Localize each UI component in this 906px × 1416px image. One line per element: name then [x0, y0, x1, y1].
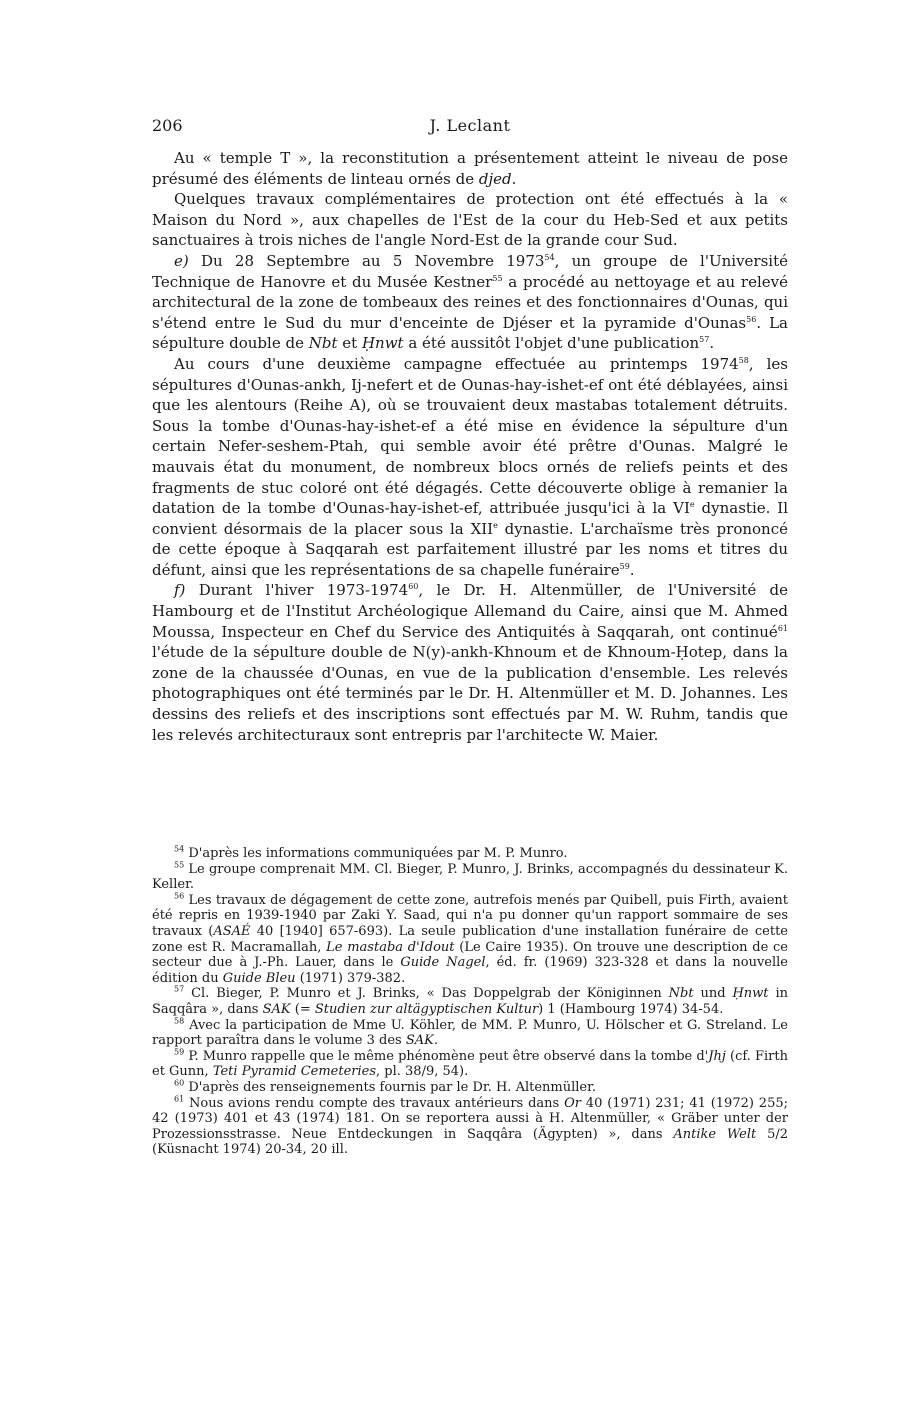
footnote-57: [152, 986, 788, 1017]
footnotes: [152, 846, 788, 1158]
footnote-number: 55: [174, 860, 185, 870]
footnote-text: , éd. fr. (1969) 323-328 et dans la nouvelle édition du: [152, 955, 788, 986]
text-run: l'étude de la sépulture double de N(y)-ankh-Khnoum et de Khnoum-Ḥotep, dans la zone de la chaussée d'Ounas, en vue de la publication d'ensemble. Les relevés photographiques ont été terminés par le Dr. H. Altenmüller et M. D. Johannes. Les dessins des reliefs et des inscriptions sont effectués par M. W. Ruhm, tandis que les relevés architecturaux sont entrepris par l'architecte W. Maier.: [152, 643, 788, 744]
footnote-59: [152, 1049, 788, 1080]
italic-term: Ḥnwt: [361, 334, 404, 353]
text-run: Du 28 Septembre au 5 Novembre 1973: [188, 251, 545, 270]
footnote-text: Cl. Bieger, P. Munro et J. Brinks, « Das Doppelgrab der Königinnen: [184, 986, 669, 1002]
text-run: a été aussitôt l'objet d'une publication: [403, 334, 700, 353]
page-header: [152, 112, 788, 140]
text-run: .: [511, 169, 517, 188]
footnote-56: [152, 893, 788, 987]
italic-title: Guide Bleu: [222, 970, 296, 986]
text-run: Durant l'hiver 1973-1974: [185, 581, 409, 600]
page: [152, 112, 788, 745]
text-run: , un groupe de l'Université Technique de Hanovre et du Musée Kestner: [152, 251, 788, 291]
italic-title: Nbt: [668, 986, 694, 1002]
footnote-text: Avec la participation de Mme U. Köhler, de MM. P. Munro, U. Hölscher et G. Streland. Le rapport paraîtra dans le volume 3 des: [152, 1017, 788, 1049]
footnote-number: 61: [174, 1094, 185, 1104]
footnote-text: 5/2 (Küsnacht 1974) 20-34, 20 ill.: [152, 1126, 788, 1158]
footnote-text: .: [433, 1033, 438, 1049]
footnote-text: 40 [1940] 657-693). La seule publication d'une installation funéraire de cette zone est R. Macramallah,: [152, 923, 788, 955]
footnote-text: und: [693, 986, 733, 1002]
italic-title: Or: [564, 1095, 581, 1111]
footnote-text: 40 (1971) 231; 41 (1972) 255; 42 (1973) 401 et 43 (1974) 181. On se reportera aussi à H. Altenmüller, « Gräber unter der Prozessionsstrasse. Neue Entdeckungen in Saqqâra (Ägypten) », dans: [152, 1095, 788, 1142]
footnote-number: 58: [174, 1016, 185, 1026]
text-run: . La sépulture double de: [152, 313, 788, 353]
text-run: , les sépultures d'Ounas-ankh, Ij-nefert et de Ounas-hay-ishet-ef ont été déblayées, ainsi que les alentours (Reihe A), où se trouvaient deux mastabas totalement détruits. Sous la tombe d'Ounas-hay-ishet-ef a été mise en évidence la sépulture d'un certain Nefer-seshem-Ptah, qui semble avoir été prêtre d'Ounas. Malgré le mauvais état du monument, de nombreux blocs ornés de reliefs peints et des fragments de stuc coloré ont été dégagés. Cette découverte oblige à remanier la datation de la tombe d'Ounas-hay-ishet-ef, attribuée jusqu'ici à la VI: [152, 354, 788, 518]
footnote-text: Les travaux de dégagement de cette zone, autrefois menés par Quibell, puis Firth, avaient été repris en 1939-1940 par Zaki Y. Saad, qui n'a pu donner qu'un rapport sommaire de ses travaux (: [152, 892, 788, 939]
text-run: et: [337, 334, 362, 353]
footnote-text: D'après les informations communiquées par M. P. Munro.: [184, 846, 568, 861]
footnote-60: [152, 1080, 788, 1096]
italic-title: SAK: [262, 1001, 291, 1017]
footnote-58: [152, 1018, 788, 1049]
paragraph-e-hanovre: [152, 251, 788, 354]
footnote-text: (cf. Firth et Gunn,: [152, 1048, 788, 1080]
footnote-number: 59: [174, 1047, 185, 1057]
italic-title: Ḥnwt: [732, 986, 769, 1002]
italic-title: Guide Nagel: [400, 955, 486, 971]
running-head: J. Leclant: [429, 116, 511, 135]
text-run: .: [709, 334, 715, 353]
text-run: dynastie. L'archaïsme très prononcé de cette époque à Saqqarah est parfaitement illustré par les noms et titres du défunt, ainsi que les représentations de sa chapelle funéraire: [152, 519, 788, 579]
footnote-ref[interactable]: 61: [777, 623, 788, 633]
section-label: e): [174, 251, 189, 270]
footnote-ref[interactable]: 58: [738, 355, 749, 365]
footnote-text: Le groupe comprenait MM. Cl. Bieger, P. Munro, J. Brinks, accompagnés du dessinateur K. Keller.: [152, 861, 788, 893]
paragraph-f-altenmuller: [152, 580, 788, 745]
footnote-text: D'après des renseignements fournis par le Dr. H. Altenmüller.: [184, 1079, 597, 1095]
footnote-text: (=: [290, 1001, 315, 1017]
text-run: Au « temple T », la reconstitution a présentement atteint le niveau de pose présumé des éléments de linteau ornés de: [152, 149, 788, 188]
section-label: f): [174, 581, 186, 600]
footnote-text: Nous avions rendu compte des travaux antérieurs dans: [184, 1095, 565, 1111]
footnote-61: [152, 1096, 788, 1158]
page-number: 206: [152, 116, 183, 135]
footnote-ref[interactable]: 59: [619, 561, 630, 571]
footnote-ref[interactable]: 55: [492, 273, 503, 283]
text-run: Au cours d'une deuxième campagne effectuée au printemps 1974: [174, 354, 739, 373]
italic-title: ASAÉ: [213, 923, 251, 939]
text-run: a procédé au nettoyage et au relevé architectural de la zone de tombeaux des reines et des fonctionnaires d'Ounas, qui s'étend entre le Sud du mur d'enceinte de Djéser et la pyramide d'Ounas: [152, 272, 789, 332]
footnote-number: 57: [174, 985, 185, 995]
paragraph-temple-t: [152, 148, 788, 189]
footnote-text: (Le Caire 1935). On trouve une description de ce secteur due à J.-Ph. Lauer, dans le: [152, 939, 788, 971]
footnote-ref[interactable]: 56: [746, 314, 757, 324]
footnote-number: 60: [174, 1078, 185, 1088]
footnote-text: (1971) 379-382.: [295, 970, 406, 986]
italic-title: Studien zur altägyptischen Kultur: [314, 1001, 539, 1017]
italic-title: SAK: [405, 1033, 434, 1049]
footnote-text: , pl. 38/9, 54).: [376, 1064, 469, 1080]
text-run: , le Dr. H. Altenmüller, de l'Université de Hambourg et de l'Institut Archéologique Allemand du Caire, ainsi que M. Ahmed Moussa, Inspecteur en Chef du Service des Antiquités à Saqqarah, ont continué: [152, 581, 788, 641]
italic-title: Teti Pyramid Cemeteries: [212, 1064, 377, 1080]
paragraph-travaux-complementaires: Quelques travaux complémentaires de protection ont été effectués à la « Maison du Nord », aux chapelles de l'Est de la cour du Heb-Sed et aux petits sanctuaires à trois niches de l'angle Nord-Est de la grande cour Sud.: [152, 190, 788, 250]
footnote-number: 56: [174, 891, 185, 901]
footnote-54: [152, 846, 788, 862]
italic-term: Nbt: [308, 334, 338, 353]
ordinal-suffix: e: [689, 500, 695, 510]
text-run: .: [629, 560, 635, 579]
italic-title: Jhj: [708, 1048, 726, 1064]
ordinal-suffix: e: [493, 520, 498, 530]
italic-title: Le mastaba d'Idout: [326, 939, 455, 955]
footnote-text: in Saqqâra », dans: [152, 986, 788, 1017]
paragraph-deuxieme-campagne: [152, 354, 788, 581]
footnote-55: [152, 862, 788, 893]
italic-title: Antike Welt: [673, 1126, 757, 1142]
italic-term: djed: [478, 169, 512, 188]
footnote-number: 54: [174, 844, 185, 854]
footnote-ref[interactable]: 57: [699, 335, 710, 345]
main-text: [152, 148, 788, 745]
footnote-ref[interactable]: 60: [408, 582, 419, 592]
footnote-text: P. Munro rappelle que le même phénomène peut être observé dans la tombe d': [184, 1048, 709, 1064]
text-run: dynastie. Il convient désormais de la placer sous la XII: [152, 499, 789, 538]
footnote-ref[interactable]: 54: [544, 252, 555, 262]
footnote-text: ) 1 (Hambourg 1974) 34-54.: [538, 1001, 724, 1017]
